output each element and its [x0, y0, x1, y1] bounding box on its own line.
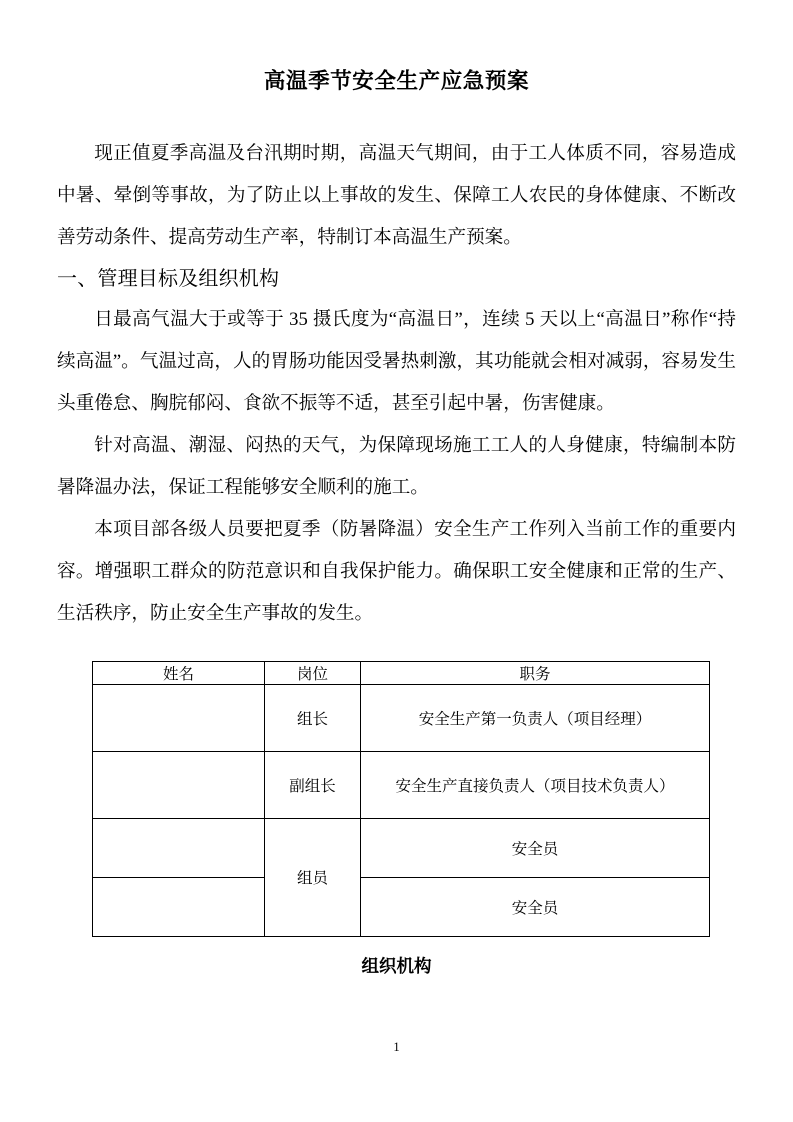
page-number-footer: 1 [393, 1040, 400, 1054]
spacer-after-title [57, 95, 736, 133]
cell-post-members-merged: 组员 [265, 818, 361, 936]
cell-duty-leader: 安全生产第一负责人（项目经理） [361, 684, 710, 751]
org-table-wrapper [57, 661, 736, 937]
table-header-row [93, 661, 710, 684]
page-title: 高温季节安全生产应急预案 [263, 69, 530, 93]
org-structure-table [92, 661, 710, 937]
cell-duty-deputy-leader: 安全生产直接负责人（项目技术负责人） [361, 751, 710, 818]
cell-duty-member-1: 安全员 [361, 818, 710, 877]
paragraph-intro: 现正值夏季高温及台汛期时期，高温天气期间，由于工人体质不同，容易造成中暑、晕倒等事故，为了防止以上事故的发生、保障工人农民的身体健康、不断改善劳动条件、提高劳动生产率，特制订本高温生产预案。 [57, 142, 736, 248]
table-row [93, 818, 710, 877]
cell-duty-member-2: 安全员 [361, 877, 710, 936]
column-header-duty: 职务 [361, 661, 710, 684]
cell-name-leader [93, 684, 265, 751]
section-heading-management-goals: 一、管理目标及组织机构 [57, 267, 280, 290]
column-header-name: 姓名 [93, 661, 265, 684]
cell-name-member-2 [93, 877, 265, 936]
document-content [57, 0, 736, 979]
table-row [93, 684, 710, 751]
cell-name-deputy-leader [93, 751, 265, 818]
column-header-post: 岗位 [265, 661, 361, 684]
paragraph-definition: 日最高气温大于或等于 35 摄氏度为“高温日”，连续 5 天以上“高温日”称作“持续高温”。气温过高，人的胃肠功能因受暑热刺激，其功能就会相对减弱，容易发生头重倦怠、胸脘郁闷、食欲不振等不适，甚至引起中暑，伤害健康。 [57, 308, 736, 414]
table-row [93, 877, 710, 936]
cell-name-member-1 [93, 818, 265, 877]
cell-post-leader: 组长 [265, 684, 361, 751]
paragraph-purpose: 针对高温、潮湿、闷热的天气，为保障现场施工工人的人身健康，特编制本防暑降温办法，保证工程能够安全顺利的施工。 [57, 434, 736, 498]
cell-post-deputy-leader: 副组长 [265, 751, 361, 818]
table-caption: 组织机构 [361, 955, 432, 976]
paragraph-responsibility: 本项目部各级人员要把夏季（防暑降温）安全生产工作列入当前工作的重要内容。增强职工群众的防范意识和自我保护能力。确保职工安全健康和正常的生产、生活秩序，防止安全生产事故的发生。 [57, 518, 736, 624]
table-row [93, 751, 710, 818]
